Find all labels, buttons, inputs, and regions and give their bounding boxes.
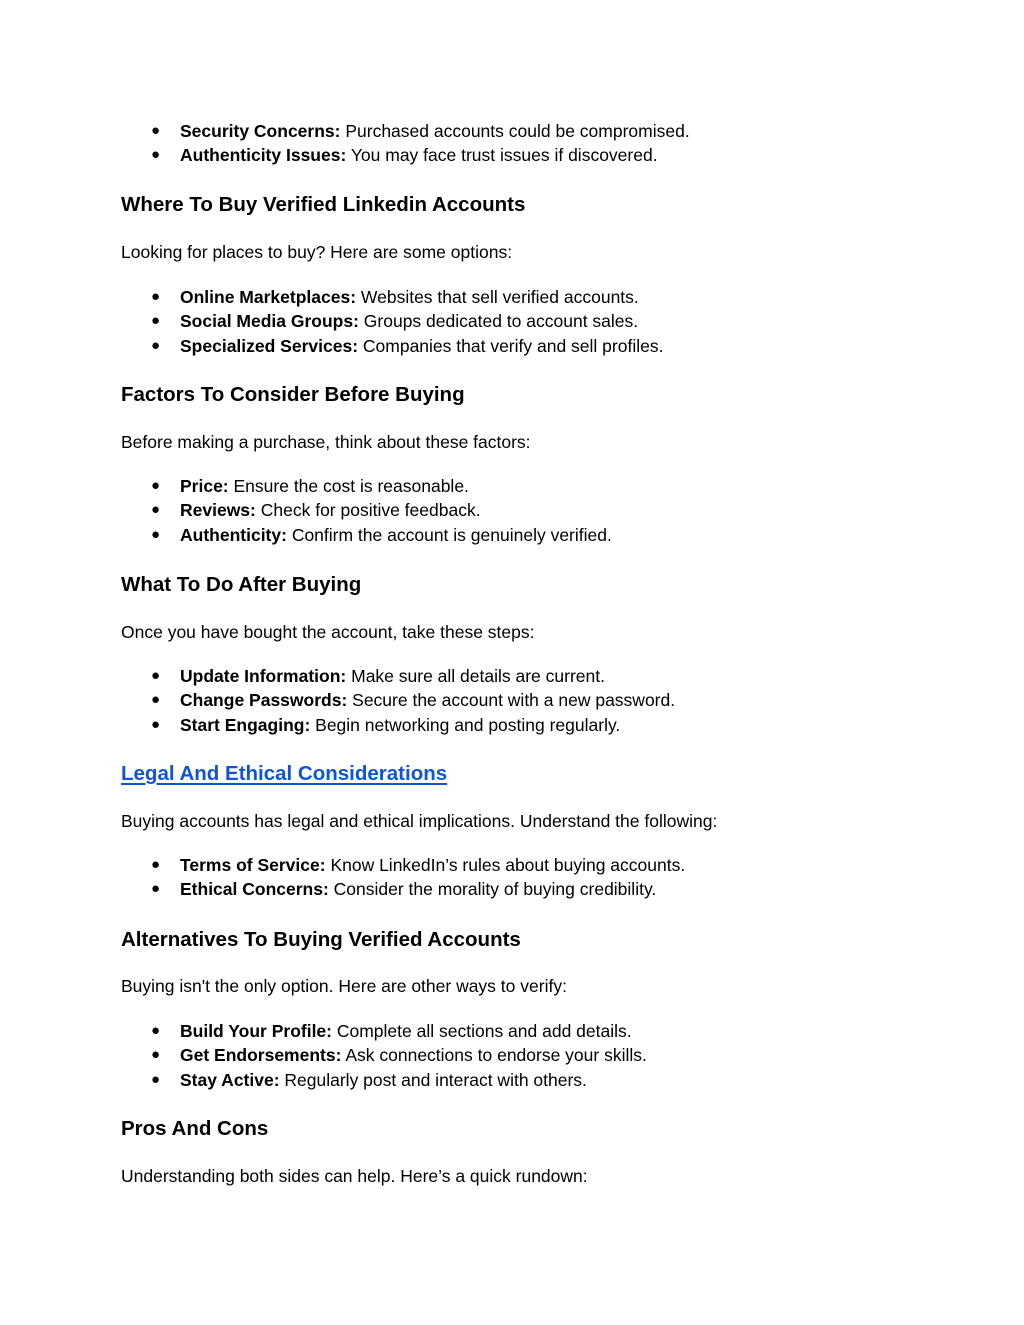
list-item-desc: Ensure the cost is reasonable. [228,476,469,496]
section-intro: Understanding both sides can help. Here’s a quick rundown: [121,1166,588,1186]
risks-list [121,119,690,168]
bullet-icon: ● [151,1046,161,1064]
bullet-icon: ● [151,691,161,709]
list-item [121,1068,647,1092]
section-intro: Buying isn't the only option. Here are other ways to verify: [121,976,567,996]
legal-list [121,853,685,902]
list-item-term: Change Passwords: [180,690,348,711]
list-item-desc: Regularly post and interact with others. [279,1069,587,1090]
bullet-icon: ● [151,667,161,684]
list-item-desc: Websites that sell verified accounts. [356,287,639,307]
bullet-icon: ● [151,1022,161,1039]
list-item-term: Update Information: [180,666,347,686]
list-item-desc: Confirm the account is genuinely verified. [286,524,612,545]
list-item-term: Price: [180,476,229,496]
list-item [121,877,685,901]
list-item [121,309,663,333]
list-item [121,285,663,309]
list-item-desc: Ask connections to endorse your skills. [341,1045,647,1066]
list-item-desc: You may face trust issues if discovered. [346,145,658,166]
bullet-icon: ● [151,477,161,494]
list-item-desc: Purchased accounts could be compromised. [340,121,690,141]
list-item [121,853,685,877]
list-item-desc: Check for positive feedback. [255,500,481,521]
list-item [121,664,675,688]
list-item [121,474,612,498]
bullet-icon: ● [151,880,161,898]
bullet-icon: ● [151,501,161,519]
factors-list [121,474,612,547]
section-heading-alternatives: Alternatives To Buying Verified Accounts [121,928,521,951]
list-item-term: Online Marketplaces: [180,287,357,307]
list-item-term: Reviews: [180,500,256,521]
list-item-term: Get Endorsements: [180,1045,342,1066]
bullet-icon: ● [151,715,161,733]
list-item [121,334,663,358]
bullet-icon: ● [151,336,161,354]
section-intro: Buying accounts has legal and ethical implications. Understand the following: [121,811,718,831]
list-item [121,119,690,143]
section-intro: Looking for places to buy? Here are some options: [121,242,513,262]
list-item-desc: Make sure all details are current. [346,666,605,686]
section-intro: Once you have bought the account, take these steps: [121,622,535,642]
section-intro: Before making a purchase, think about these factors: [121,432,531,452]
list-item-desc: Secure the account with a new password. [347,690,676,711]
list-item-desc: Begin networking and posting regularly. [310,714,621,735]
section-heading-factors: Factors To Consider Before Buying [121,383,465,406]
bullet-icon: ● [151,312,161,330]
alternatives-list [121,1019,647,1092]
list-item-desc: Consider the morality of buying credibility. [328,879,657,900]
list-item-term: Authenticity Issues: [180,145,347,166]
bullet-icon: ● [151,122,161,139]
list-item-term: Security Concerns: [180,121,341,141]
where-to-buy-list [121,285,663,358]
list-item [121,688,675,712]
list-item [121,1019,647,1043]
bullet-icon: ● [151,146,161,164]
list-item-term: Specialized Services: [180,335,359,356]
bullet-icon: ● [151,1070,161,1088]
section-heading-pros-cons: Pros And Cons [121,1117,269,1140]
bullet-icon: ● [151,288,161,305]
after-buying-list [121,664,675,737]
list-item-desc: Know LinkedIn’s rules about buying accounts. [325,855,686,875]
list-item-desc: Complete all sections and add details. [332,1021,632,1041]
section-heading-after-buying: What To Do After Buying [121,573,362,596]
list-item-term: Social Media Groups: [180,311,359,332]
list-item-term: Authenticity: [180,524,287,545]
bullet-icon: ● [151,856,161,873]
list-item [121,1043,647,1067]
section-heading-legal-link[interactable]: Legal And Ethical Considerations [121,762,448,785]
list-item-term: Ethical Concerns: [180,879,329,900]
list-item-term: Stay Active: [180,1069,280,1090]
list-item-desc: Companies that verify and sell profiles. [358,335,664,356]
section-heading-where-to-buy: Where To Buy Verified Linkedin Accounts [121,193,526,216]
list-item-term: Build Your Profile: [180,1021,332,1041]
list-item-term: Start Engaging: [180,714,311,735]
bullet-icon: ● [151,525,161,543]
list-item [121,498,612,522]
list-item [121,713,675,737]
list-item-term: Terms of Service: [180,855,326,875]
list-item-desc: Groups dedicated to account sales. [358,311,639,332]
list-item [121,143,690,167]
list-item [121,523,612,547]
